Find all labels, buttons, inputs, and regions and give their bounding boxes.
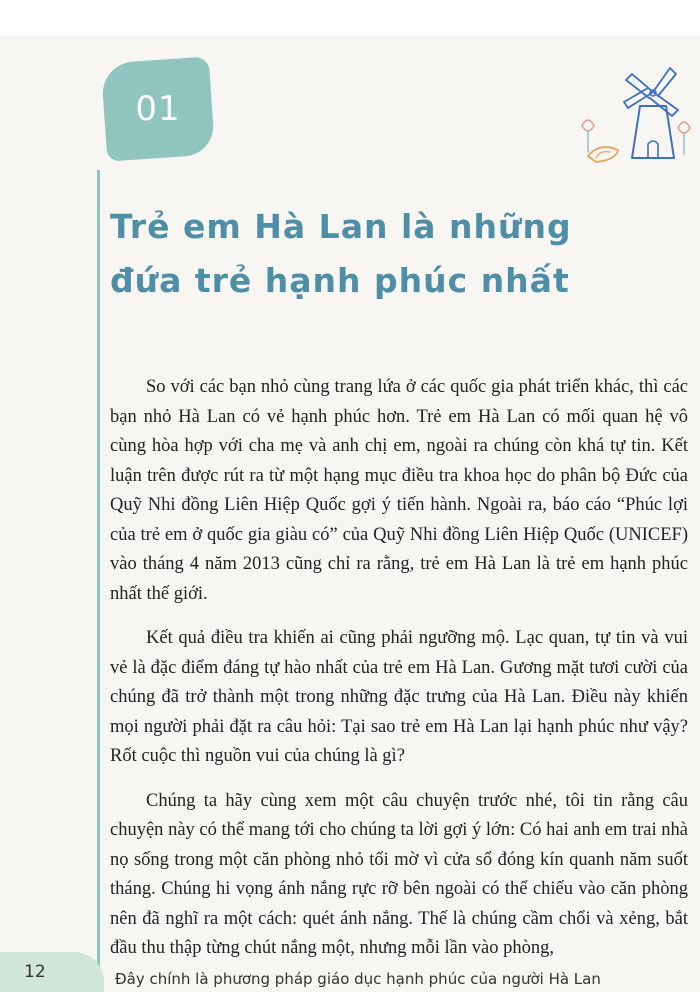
top-band xyxy=(0,0,700,36)
chapter-number: 01 xyxy=(135,89,181,129)
paragraph-2: Kết quả điều tra khiến ai cũng phải ngưỡng mộ. Lạc quan, tự tin và vui vẻ là đặc điểm đáng tự hào nhất của trẻ em Hà Lan. Gương mặt tươi cười của chúng đã trở thành một trong những đặc trưng của Hà Lan. Điều này khiến mọi người phải đặt ra câu hỏi: Tại sao trẻ em Hà Lan lại hạnh phúc như vậy? Rốt cuộc thì nguồn vui của chúng là gì? xyxy=(110,628,688,766)
paragraph-1: So với các bạn nhỏ cùng trang lứa ở các quốc gia phát triển khác, thì các bạn nhỏ Hà Lan có vẻ hạnh phúc hơn. Trẻ em Hà Lan có mối quan hệ vô cùng hòa hợp với cha mẹ và anh chị em, ngoài ra chúng còn khá tự tin. Kết luận trên được rút ra từ một hạng mục điều tra khoa học do phân bộ Đức của Quỹ Nhi đồng Liên Hiệp Quốc gợi ý tiến hành. Ngoài ra, báo cáo “Phúc lợi của trẻ em ở quốc gia giàu có” của Quỹ Nhi đồng Liên Hiệp Quốc (UNICEF) vào tháng 4 năm 2013 cũng chỉ ra rằng, trẻ em Hà Lan là trẻ em hạnh phúc nhất thế giới. xyxy=(110,377,688,604)
left-accent-line xyxy=(97,170,100,972)
running-footer-title: Đây chính là phương pháp giáo dục hạnh phúc của người Hà Lan xyxy=(115,970,601,988)
chapter-title-line-1: Trẻ em Hà Lan là những xyxy=(110,207,572,246)
chapter-title-line-2: đứa trẻ hạnh phúc nhất xyxy=(110,261,570,300)
footer-blob xyxy=(0,952,104,992)
chapter-title xyxy=(110,200,670,308)
page-number: 12 xyxy=(24,962,46,982)
body-text xyxy=(110,373,688,979)
paragraph-3: Chúng ta hãy cùng xem một câu chuyện trước nhé, tôi tin rằng câu chuyện này có thể mang tới cho chúng ta lời gợi ý lớn: Có hai anh em trai nhà nọ sống trong một căn phòng nhỏ tối mờ vì cửa sổ đóng kín quanh năm suốt tháng. Chúng hi vọng ánh nắng rực rỡ bên ngoài có thể chiếu vào căn phòng nên đã nghĩ ra một cách: quét ánh nắng. Thế là chúng cầm chổi và xẻng, bắt đầu thu thập từng chút nắng một, nhưng mỗi lần vào phòng, xyxy=(110,790,688,958)
windmill-doodle-icon xyxy=(570,56,700,168)
